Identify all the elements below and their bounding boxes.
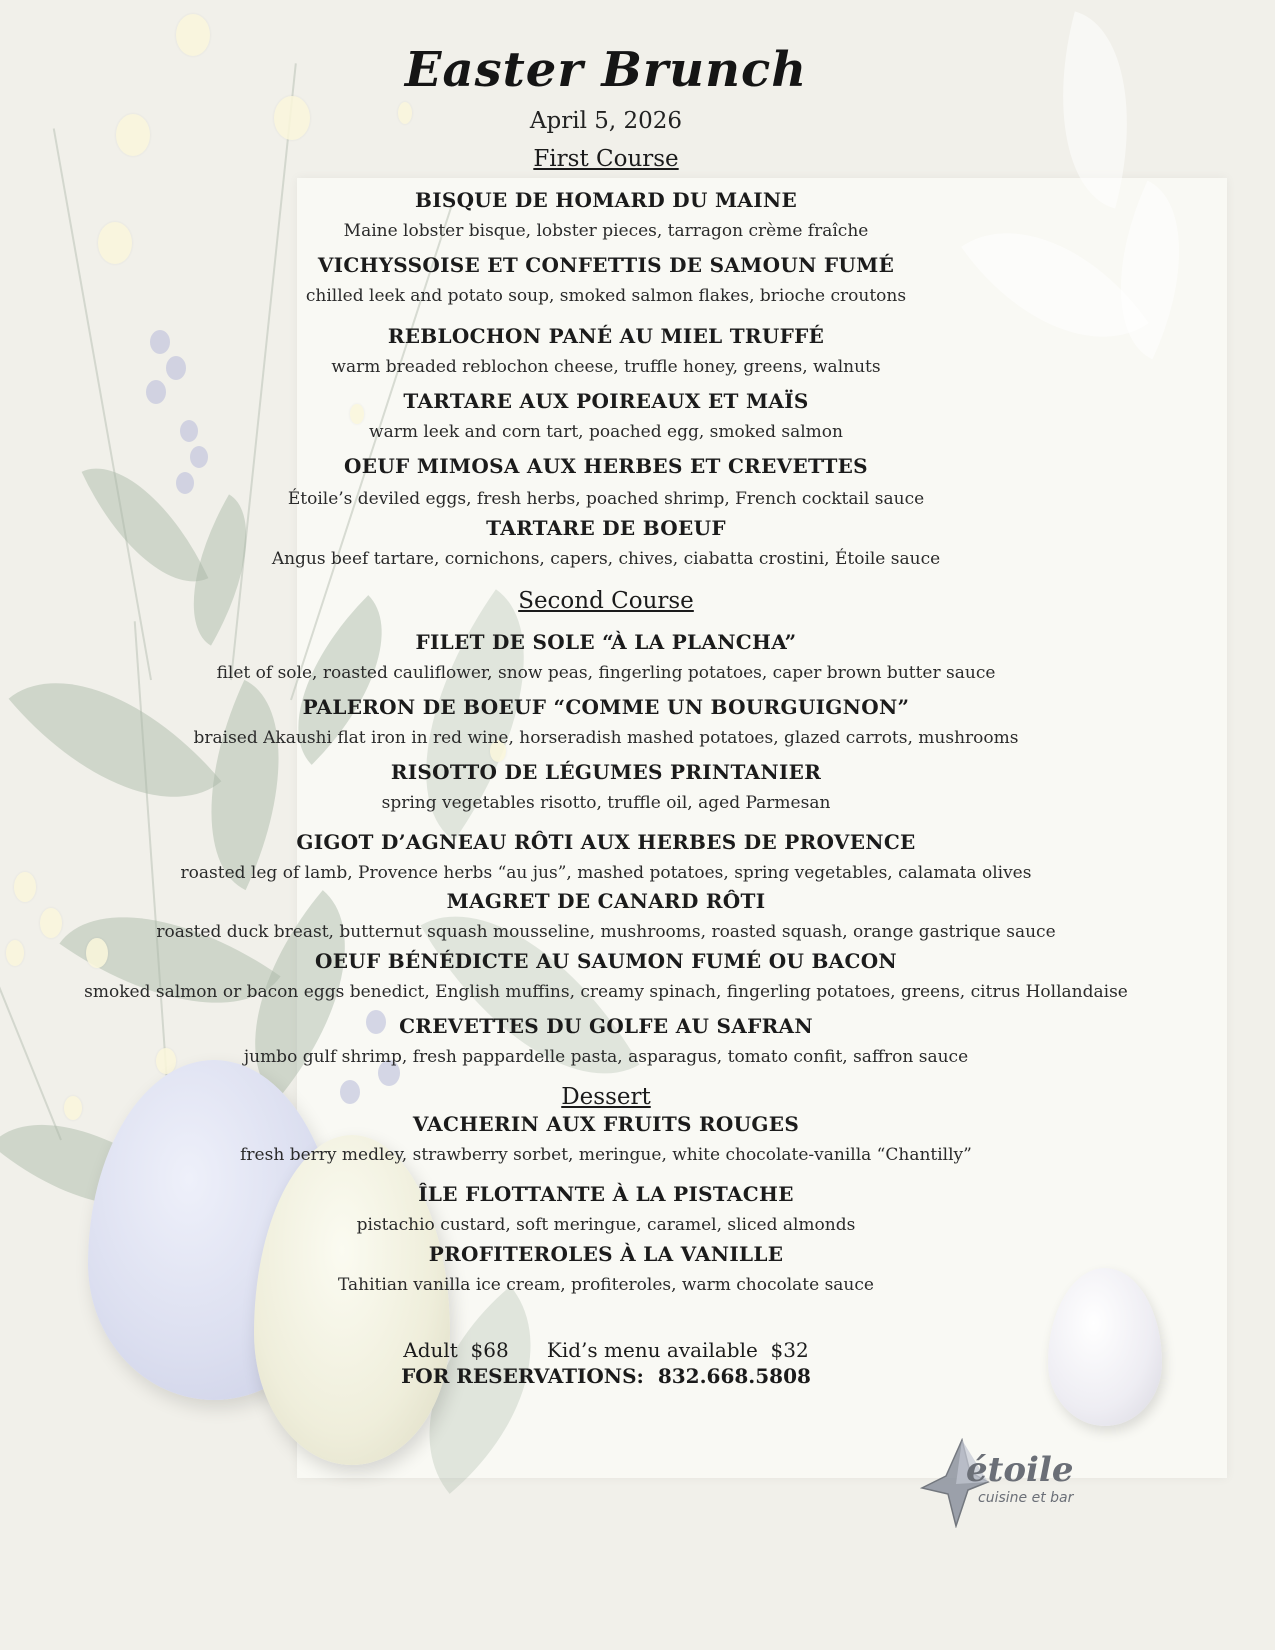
dish-name: MAGRET DE CANARD RÔTI [446, 889, 766, 913]
dish-name: TARTARE DE BOEUF [486, 516, 726, 540]
dish-name: VACHERIN AUX FRUITS ROUGES [412, 1112, 800, 1136]
dish-description: pistachio custard, soft meringue, caramel, sliced almonds [356, 1215, 856, 1235]
dish-description: smoked salmon or bacon eggs benedict, English muffins, creamy spinach, fingerling potatoes, greens, citrus Hollandaise [84, 982, 1128, 1002]
reservations-phone: FOR RESERVATIONS: 832.668.5808 [401, 1364, 811, 1388]
dish-description: warm breaded reblochon cheese, truffle honey, greens, walnuts [331, 357, 881, 377]
dish-name: CREVETTES DU GOLFE AU SAFRAN [399, 1014, 813, 1038]
logo-wordmark: étoile [966, 1450, 1074, 1490]
dish-name: PROFITEROLES À LA VANILLE [428, 1242, 784, 1266]
dish-description: spring vegetables risotto, truffle oil, aged Parmesan [381, 793, 831, 813]
dish-description: Tahitian vanilla ice cream, profiteroles, warm chocolate sauce [338, 1275, 874, 1295]
menu-date: April 5, 2026 [529, 108, 683, 134]
dish-description: braised Akaushi flat iron in red wine, horseradish mashed potatoes, glazed carrots, mushrooms [193, 728, 1019, 748]
section-heading-dessert: Dessert [561, 1084, 651, 1110]
dish-name: FILET DE SOLE “À LA PLANCHA” [415, 630, 797, 654]
dish-name: REBLOCHON PANÉ AU MIEL TRUFFÉ [387, 324, 825, 348]
dish-description: chilled leek and potato soup, smoked salmon flakes, brioche croutons [305, 286, 907, 306]
dish-description: Maine lobster bisque, lobster pieces, tarragon crème fraîche [343, 221, 869, 241]
price-line: Adult $68 Kid’s menu available $32 [403, 1338, 809, 1362]
dish-name: OEUF BÉNÉDICTE AU SAUMON FUMÉ OU BACON [314, 949, 898, 973]
dish-name: GIGOT D’AGNEAU RÔTI AUX HERBES DE PROVENCE [296, 830, 916, 854]
dish-description: Étoile’s deviled eggs, fresh herbs, poached shrimp, French cocktail sauce [287, 489, 925, 509]
logo-tagline: cuisine et bar [978, 1490, 1074, 1506]
dish-name: RISOTTO DE LÉGUMES PRINTANIER [390, 760, 822, 784]
dish-description: roasted leg of lamb, Provence herbs “au jus”, mashed potatoes, spring vegetables, calamata olives [180, 863, 1032, 883]
dish-name: BISQUE DE HOMARD DU MAINE [414, 188, 797, 212]
dish-name: PALERON DE BOEUF “COMME UN BOURGUIGNON” [302, 695, 910, 719]
dish-name: OEUF MIMOSA AUX HERBES ET CREVETTES [344, 454, 868, 478]
dish-name: TARTARE AUX POIREAUX ET MAÏS [403, 389, 809, 413]
dish-description: Angus beef tartare, cornichons, capers, chives, ciabatta crostini, Étoile sauce [271, 549, 941, 569]
section-heading-second-course: Second Course [518, 588, 694, 614]
dish-name: ÎLE FLOTTANTE À LA PISTACHE [418, 1182, 794, 1206]
dish-description: roasted duck breast, butternut squash mousseline, mushrooms, roasted squash, orange gastrique sauce [156, 922, 1056, 942]
dish-description: warm leek and corn tart, poached egg, smoked salmon [369, 422, 843, 442]
dish-description: filet of sole, roasted cauliflower, snow peas, fingerling potatoes, caper brown butter sauce [216, 663, 996, 683]
section-heading-first-course: First Course [533, 146, 679, 172]
etoile-logo [920, 1438, 1100, 1528]
dish-name: VICHYSSOISE ET CONFETTIS DE SAMOUN FUMÉ [317, 253, 895, 277]
dish-description: jumbo gulf shrimp, fresh pappardelle pasta, asparagus, tomato confit, saffron sauce [243, 1047, 969, 1067]
menu-title: Easter Brunch [404, 42, 808, 98]
dish-description: fresh berry medley, strawberry sorbet, meringue, white chocolate-vanilla “Chantilly” [240, 1145, 972, 1165]
